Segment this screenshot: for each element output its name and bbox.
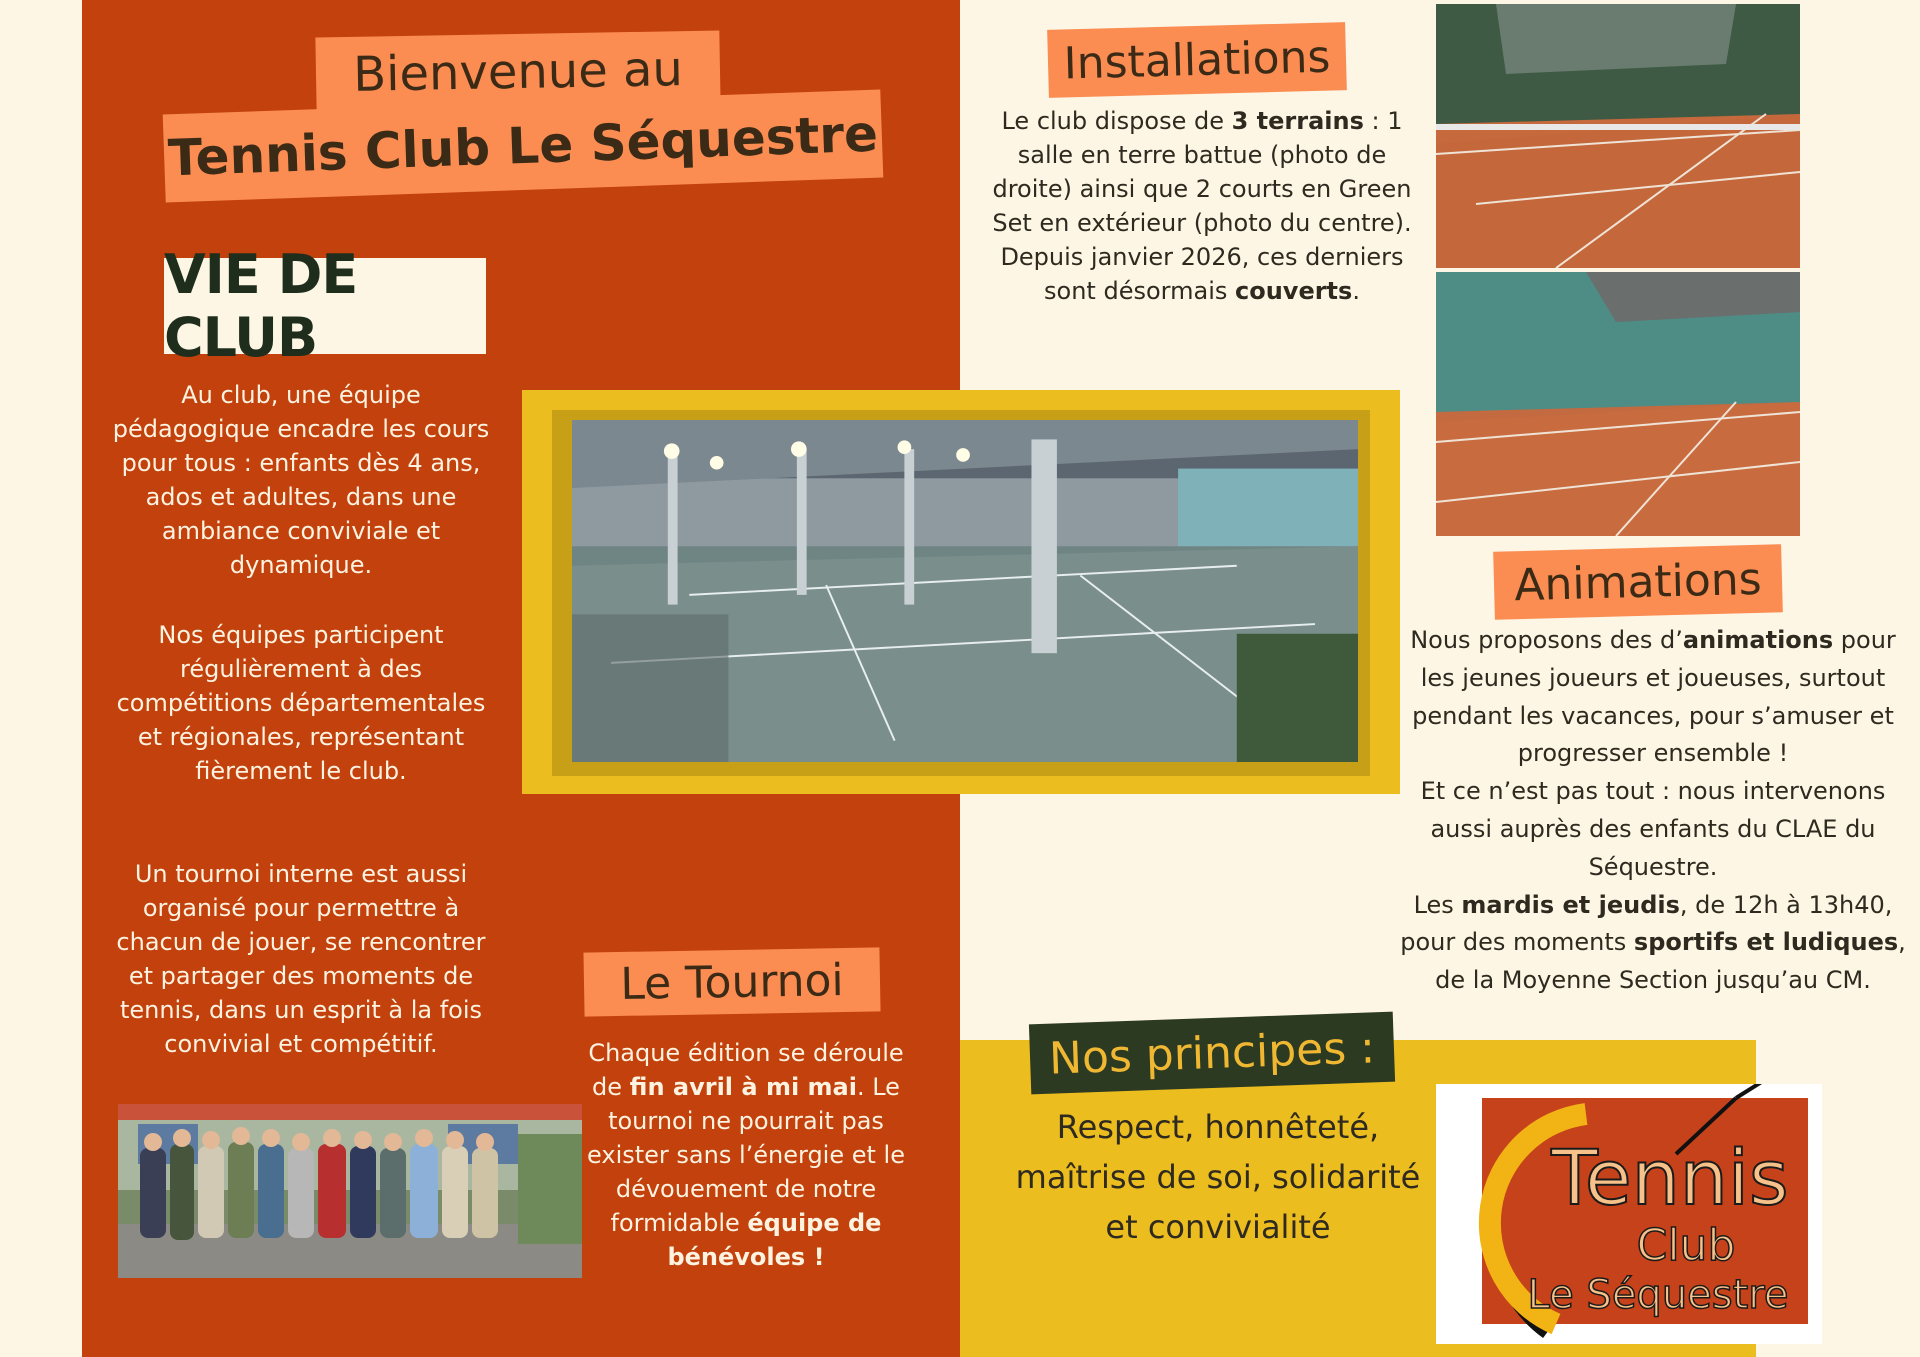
page-title-line1: Bienvenue au (315, 30, 720, 113)
tournoi-text: Chaque édition se déroule de fin avril à mi mai. Le tournoi ne pourrait pas exister sans l’énergie et le dévouement de notre formidable équipe de bénévoles ! (587, 1039, 905, 1271)
vie-de-club-heading: VIE DE CLUB (164, 258, 486, 354)
indoor-court-photo-bottom (1436, 272, 1800, 536)
installations-heading: Installations (1047, 22, 1347, 98)
outdoor-courts-photo (572, 420, 1358, 762)
principes-heading: Nos principes : (1029, 1012, 1395, 1095)
principes-text: Respect, honnêteté, maîtrise de soi, solidarité et convivialité (1015, 1108, 1421, 1246)
vie-de-club-paragraph-1: Au club, une équipe pédagogique encadre les cours pour tous : enfants dès 4 ans, ados et adultes, dans une ambiance conviviale et dynamique. (112, 381, 490, 579)
center-photo-frame (522, 390, 1400, 794)
tournoi-heading: Le Tournoi (583, 947, 880, 1016)
animations-heading: Animations (1493, 544, 1783, 620)
installations-text: Le club dispose de 3 terrains : 1 salle en terre battue (photo de droite) ainsi que 2 courts en Green Set en extérieur (photo du centre). Depuis janvier 2026, ces derniers sont désormais couverts. (992, 107, 1412, 305)
club-logo (1436, 1084, 1822, 1344)
page-title-line2: Tennis Club Le Séquestre (163, 89, 884, 202)
logo-line1: Tennis (1551, 1133, 1789, 1222)
animations-text: Nous proposons des d’animations pour les jeunes joueurs et joueuses, surtout pendant les vacances, pour s’amuser et progresser ensemble ! Et ce n’est pas tout : nous intervenons aussi auprès des enfants du CLAE du Séquestre. Les mardis et jeudis, de 12h à 13h40, pour des moments sportifs et ludiques, de la Moyenne Section jusqu’au CM. (1400, 626, 1906, 995)
vie-de-club-paragraph-3: Un tournoi interne est aussi organisé pour permettre à chacun de jouer, se rencontrer et partager des moments de tennis, dans un esprit à la fois convivial et compétitif. (116, 860, 486, 1058)
logo-line3: Le Séquestre (1527, 1272, 1789, 1318)
indoor-court-photo-top (1436, 4, 1800, 268)
vie-de-club-paragraph-2: Nos équipes participent régulièrement à des compétitions départementales et régionales, représentant fièrement le club. (116, 621, 486, 785)
team-photo (118, 1104, 582, 1278)
logo-line2: Club (1636, 1220, 1736, 1271)
